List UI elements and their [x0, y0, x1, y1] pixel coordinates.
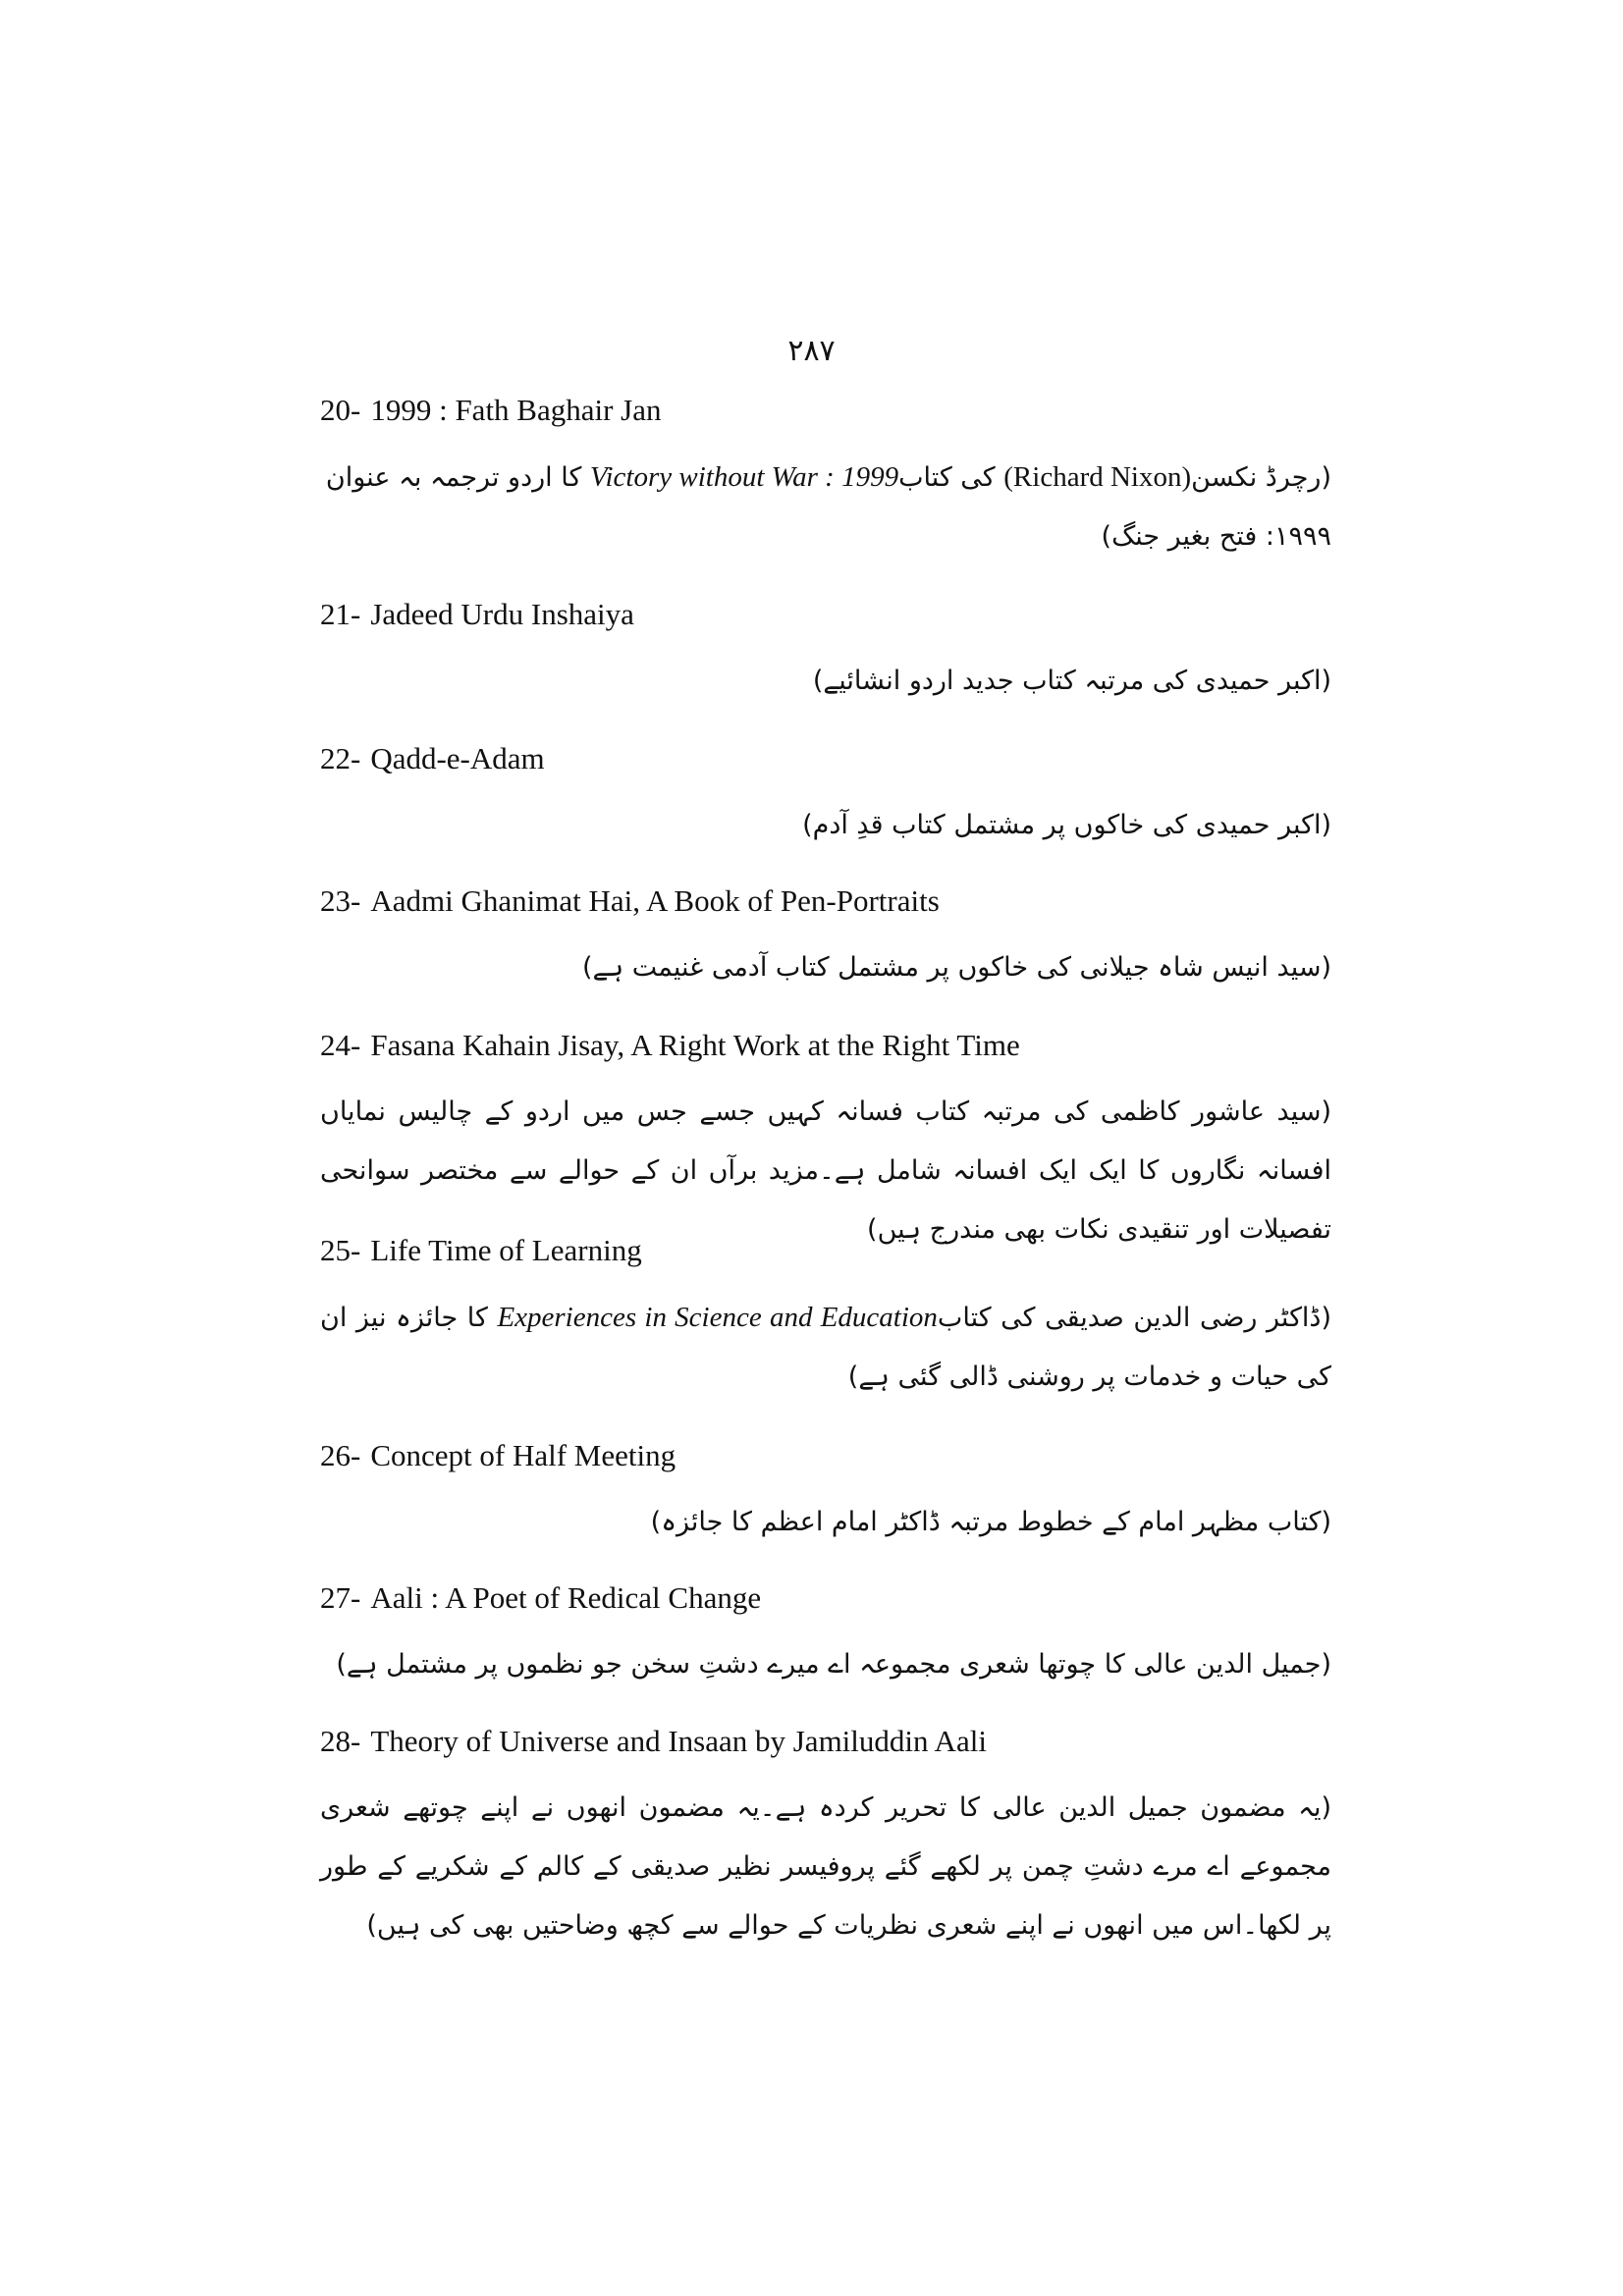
entry-number: 28-	[320, 1724, 361, 1758]
entry-description: (اکبر حمیدی کی مرتبہ کتاب جدید اردو انشائیے)	[812, 666, 1331, 696]
entry-title-line	[320, 595, 1331, 634]
entry-description: (جمیل الدین عالی کا چوتھا شعری مجموعہ اے میرے دشتِ سخن جو نظموں پر مشتمل ہے)	[336, 1649, 1331, 1680]
entry-number: 22-	[320, 741, 361, 775]
bibliography-entry-22	[320, 739, 1331, 855]
entry-description	[320, 1288, 1331, 1407]
bibliography-entry-27	[320, 1578, 1331, 1694]
entry-description: (کتاب مظہر امام کے خطوط مرتبہ ڈاکٹر امام اعظم کا جائزہ)	[650, 1507, 1331, 1537]
entry-description-part: (رچرڈ نکسن	[1191, 462, 1331, 493]
bibliography-entry-28	[320, 1722, 1331, 1955]
entry-title: Aadmi Ghanimat Hai, A Book of Pen-Portraits	[370, 883, 940, 918]
entry-title-line	[320, 739, 1331, 778]
entry-title: Aali : A Poet of Redical Change	[370, 1580, 762, 1615]
entry-title-line	[320, 1578, 1331, 1618]
entry-description-part: کا اردو ترجمہ بہ عنوان ۱۹۹۹: فتح بغیر جنگ)	[325, 462, 1331, 552]
bibliography-entry-26	[320, 1436, 1331, 1552]
entry-description: (سید عاشور کاظمی کی مرتبہ کتاب فسانہ کہیں جسے جس میں اردو کے چالیس نمایاں افسانہ نگاروں کا ایک ایک افسانہ شامل ہے۔مزید برآں ان کے حوالے سے مختصر سوانحی تفصیلات اور تنقیدی نکات بھی مندرج ہیں)	[320, 1096, 1331, 1245]
entry-number: 26-	[320, 1438, 361, 1472]
entry-description-latin-italic: 1999 : Victory without War	[589, 461, 899, 493]
entry-number: 20-	[320, 393, 361, 427]
bibliography-entry-21	[320, 595, 1331, 711]
entry-description: (سید انیس شاہ جیلانی کی خاکوں پر مشتمل کتاب آدمی غنیمت ہے)	[581, 952, 1331, 983]
entry-number: 24-	[320, 1028, 361, 1062]
entry-number: 21-	[320, 597, 361, 631]
entry-title: 1999 : Fath Baghair Jan	[370, 393, 662, 427]
bibliography-entry-23	[320, 881, 1331, 997]
entry-description: (اکبر حمیدی کی خاکوں پر مشتمل کتاب قدِ آدم)	[802, 810, 1331, 840]
entry-title: Concept of Half Meeting	[370, 1438, 676, 1472]
entry-title-line	[320, 881, 1331, 921]
entry-description-part: کی کتاب	[898, 462, 1004, 493]
entry-title: Jadeed Urdu Inshaiya	[370, 597, 634, 631]
entry-title: Qadd-e-Adam	[370, 741, 545, 775]
entry-title: Theory of Universe and Insaan by Jamiluddin Aali	[370, 1724, 987, 1758]
entry-title-line	[320, 391, 1331, 430]
entry-description-part: (ڈاکٹر رضی الدین صدیقی کی کتاب	[937, 1303, 1331, 1333]
bibliography-entry-24	[320, 1026, 1331, 1259]
entry-description: (یہ مضمون جمیل الدین عالی کا تحریر کردہ ہے۔یہ مضمون انھوں نے اپنے چوتھے شعری مجموعے اے مرے دشتِ چمن پر لکھے گئے پروفیسر نظیر صدیقی کے کالم کے شکریے کے طور پر لکھا۔اس میں انھوں نے اپنے شعری نظریات کے حوالے سے کچھ وضاحتیں بھی کی ہیں)	[320, 1792, 1331, 1941]
entry-title-line	[320, 1436, 1331, 1475]
entry-description-latin-italic: Experiences in Science and Education	[497, 1302, 938, 1333]
bibliography-entry-25	[320, 1231, 1331, 1407]
entry-title-line	[320, 1722, 1331, 1761]
entry-description-latin: (Richard Nixon)	[1003, 461, 1192, 493]
entry-description	[320, 448, 1331, 566]
entry-title-line	[320, 1231, 1331, 1270]
entry-number: 27-	[320, 1580, 361, 1615]
page-number: ۲۸۷	[787, 334, 836, 368]
bibliography-entry-20	[320, 391, 1331, 566]
entry-number: 25-	[320, 1233, 361, 1267]
entry-title: Fasana Kahain Jisay, A Right Work at the Right Time	[370, 1028, 1020, 1062]
entry-description-part: کا جائزہ نیز ان کی حیات و خدمات پر روشنی ڈالی گئی ہے)	[320, 1303, 1331, 1392]
entry-number: 23-	[320, 883, 361, 918]
entry-title: Life Time of Learning	[370, 1233, 642, 1267]
entry-title-line	[320, 1026, 1331, 1065]
